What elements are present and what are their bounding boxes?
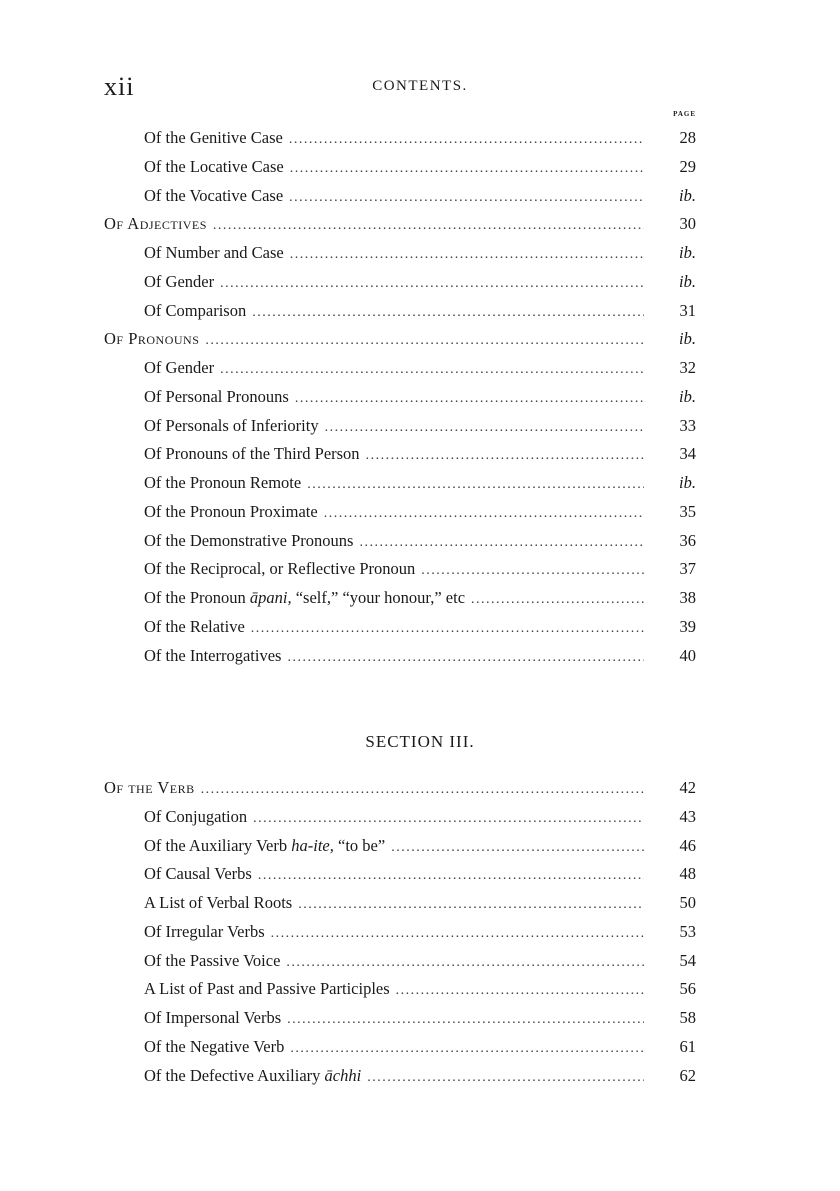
- toc-entry-title: Of Adjectives: [104, 214, 207, 234]
- toc-entry: [104, 588, 696, 617]
- leader-dots: [324, 506, 644, 522]
- toc-entry-page: ib.: [679, 386, 696, 406]
- toc-entry: [104, 979, 696, 1008]
- toc-entry-title: Of the Pronoun Remote: [144, 473, 302, 492]
- toc-entry-page: 48: [679, 864, 696, 884]
- toc-entry-title: Of the Verb: [104, 778, 195, 797]
- toc-entry-title: Of the Demonstrative Pronouns: [144, 530, 354, 550]
- toc-entry-page: ib.: [679, 271, 696, 291]
- toc-entry: [104, 387, 696, 416]
- toc-entry: [104, 807, 696, 836]
- toc-entry-page: 37: [679, 559, 696, 579]
- toc-entry-page: ib.: [679, 243, 696, 262]
- toc-entry-title: Of Personal Pronouns: [144, 386, 289, 406]
- toc-entry-page: 61: [679, 1036, 696, 1056]
- leader-dots: [366, 448, 644, 464]
- leader-dots: [258, 868, 644, 884]
- toc-entry: [104, 186, 696, 215]
- toc-entry-page: 36: [679, 530, 696, 550]
- toc-entry: [104, 864, 696, 893]
- toc-entry-page: 38: [679, 588, 696, 607]
- toc-entry-title: Of Gender: [144, 358, 215, 377]
- leader-dots: [220, 362, 644, 378]
- toc-entry-title: Of the Defective Auxiliary āchhi: [144, 1065, 362, 1085]
- leader-dots: [251, 621, 644, 637]
- toc-entry-page: ib.: [679, 473, 696, 492]
- leader-dots: [286, 955, 644, 971]
- toc-entry: [104, 358, 696, 387]
- toc-entry: [104, 778, 696, 807]
- toc-entry-title: Of Conjugation: [144, 806, 248, 826]
- toc-entry: [104, 272, 696, 301]
- toc-entry-page: 46: [679, 835, 696, 855]
- toc-entry: [104, 243, 696, 272]
- leader-dots: [421, 563, 644, 579]
- toc-entry-title: Of Irregular Verbs: [144, 921, 265, 941]
- toc-entry-title: Of Pronouns: [104, 329, 200, 349]
- toc-entry-title: Of the Pronoun Proximate: [144, 501, 318, 521]
- leader-dots: [287, 650, 644, 666]
- toc-entry-title: Of the Genitive Case: [144, 128, 283, 147]
- toc-entry-title: Of the Relative: [144, 616, 245, 636]
- toc-entry-page: 34: [679, 444, 696, 464]
- toc-entry-title: Of Gender: [144, 271, 215, 291]
- leader-dots: [289, 132, 644, 148]
- toc-entry-page: 30: [679, 214, 696, 234]
- toc-entry-title: Of the Pronoun āpani, “self,” “your honour,” etc: [144, 588, 466, 607]
- toc-entry: [104, 1037, 696, 1066]
- toc-entry: [104, 893, 696, 922]
- toc-entry-title: Of the Interrogatives: [144, 645, 282, 665]
- toc-entry-page: 31: [679, 300, 696, 320]
- toc-entry: [104, 157, 696, 186]
- toc-entry-page: 56: [679, 979, 696, 999]
- leader-dots: [271, 926, 644, 942]
- contents-list-section-ii: [104, 128, 696, 674]
- toc-entry: [104, 444, 696, 473]
- toc-entry-title: Of Causal Verbs: [144, 864, 252, 884]
- toc-entry: [104, 922, 696, 951]
- toc-entry: [104, 128, 696, 157]
- toc-entry: [104, 951, 696, 980]
- toc-entry-page: ib.: [679, 185, 696, 205]
- toc-entry-title: Of Comparison: [144, 300, 247, 320]
- toc-entry-page: 50: [679, 893, 696, 912]
- toc-entry-title: Of the Auxiliary Verb ha-ite, “to be”: [144, 835, 386, 855]
- leader-dots: [220, 276, 644, 292]
- leader-dots: [213, 218, 644, 234]
- toc-entry-title: Of the Negative Verb: [144, 1036, 285, 1056]
- leader-dots: [205, 333, 644, 349]
- toc-entry: [104, 646, 696, 675]
- toc-entry-page: 53: [679, 921, 696, 941]
- section-heading: SECTION III.: [365, 732, 475, 751]
- toc-entry: [104, 473, 696, 502]
- toc-entry: [104, 416, 696, 445]
- leader-dots: [367, 1070, 644, 1086]
- toc-entry: [104, 559, 696, 588]
- toc-entry-title: Of Impersonal Verbs: [144, 1008, 282, 1027]
- toc-entry-title: A List of Verbal Roots: [144, 893, 293, 912]
- toc-entry-page: 33: [679, 415, 696, 435]
- toc-entry-page: 32: [679, 358, 696, 377]
- leader-dots: [391, 840, 644, 856]
- toc-entry: [104, 531, 696, 560]
- toc-entry-page: 62: [679, 1065, 696, 1085]
- toc-entry-page: 43: [679, 806, 696, 826]
- leader-dots: [252, 305, 644, 321]
- toc-entry-page: 54: [679, 950, 696, 970]
- leader-dots: [325, 420, 644, 436]
- toc-entry-title: Of Personals of Inferiority: [144, 415, 319, 435]
- toc-entry: [104, 502, 696, 531]
- toc-entry-title: Of the Passive Voice: [144, 950, 281, 970]
- leader-dots: [298, 897, 644, 913]
- toc-entry-page: 58: [679, 1008, 696, 1027]
- toc-entry-title: Of Number and Case: [144, 243, 284, 262]
- leader-dots: [290, 247, 644, 263]
- leader-dots: [471, 592, 644, 608]
- toc-entry-title: Of Pronouns of the Third Person: [144, 444, 360, 464]
- leader-dots: [396, 983, 644, 999]
- toc-entry-title: Of the Locative Case: [144, 156, 284, 176]
- toc-entry: [104, 617, 696, 646]
- page-number: xii: [104, 72, 135, 101]
- toc-entry: [104, 214, 696, 243]
- toc-entry: [104, 836, 696, 865]
- page-column-label: PAGE: [673, 110, 696, 118]
- toc-entry-title: Of the Vocative Case: [144, 185, 284, 205]
- leader-dots: [290, 161, 644, 177]
- leader-dots: [307, 477, 644, 493]
- toc-entry-page: 40: [679, 645, 696, 665]
- toc-entry: [104, 1008, 696, 1037]
- leader-dots: [289, 190, 644, 206]
- leader-dots: [253, 811, 644, 827]
- toc-entry-title: Of the Reciprocal, or Reflective Pronoun: [144, 559, 416, 579]
- leader-dots: [287, 1012, 644, 1028]
- toc-entry-page: ib.: [679, 329, 696, 349]
- toc-entry: [104, 1066, 696, 1095]
- toc-entry-page: 28: [679, 128, 696, 147]
- toc-entry: [104, 329, 696, 358]
- leader-dots: [201, 782, 644, 798]
- leader-dots: [295, 391, 644, 407]
- contents-list-section-iii: [104, 778, 696, 1094]
- toc-entry-page: 42: [679, 778, 696, 797]
- toc-entry-page: 29: [679, 156, 696, 176]
- toc-entry-page: 35: [679, 501, 696, 521]
- running-title: CONTENTS.: [372, 78, 468, 94]
- leader-dots: [359, 535, 644, 551]
- toc-entry-page: 39: [679, 616, 696, 636]
- toc-entry: [104, 301, 696, 330]
- leader-dots: [290, 1041, 644, 1057]
- toc-entry-title: A List of Past and Passive Participles: [144, 979, 390, 999]
